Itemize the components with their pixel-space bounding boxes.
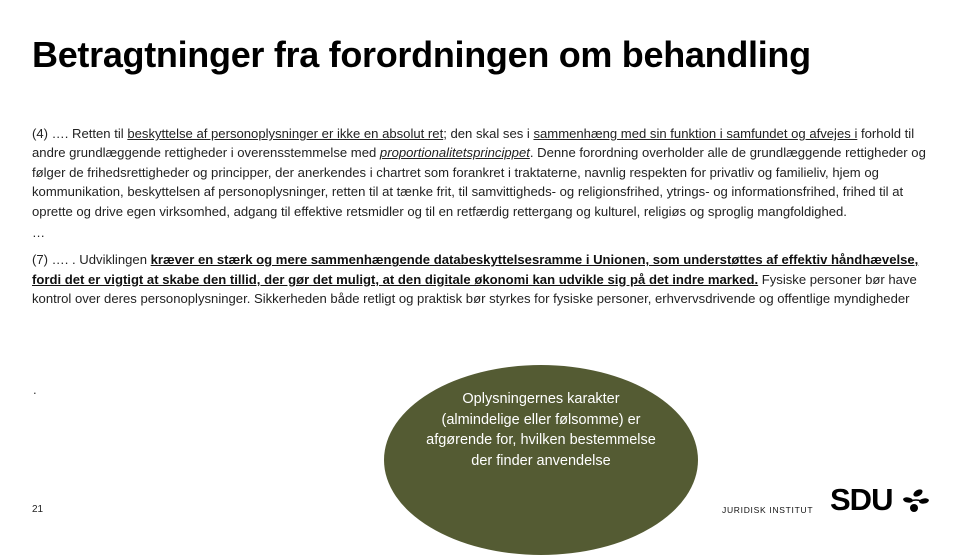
recital-4-underline-1: beskyttelse af personoplysninger er ikke en absolut ret <box>127 126 444 141</box>
footer-institute: JURIDISK INSTITUT <box>722 505 814 515</box>
sdu-leaf-icon <box>902 487 930 515</box>
slide-title: Betragtninger fra forordningen om behandling <box>32 34 811 75</box>
recital-7-text-1: (7) …. . Udviklingen <box>32 252 151 268</box>
recital-4-text-2: ; den skal ses i <box>443 126 534 141</box>
page-number: 21 <box>32 504 44 515</box>
recital-7-text-2: Fysiske personer bør have kontrol over deres personoplysninger. Sikkerheden både retligt og praktisk bør styrkes for fysiske personer, erhvervsdrivende og offentlige myndigheder <box>32 271 917 307</box>
slide-body <box>32 124 932 309</box>
callout-text: Oplysningernes karakter (almindelige eller følsomme) er afgørende for, hvilken bestemmelse der finder anvendelse <box>426 391 656 469</box>
recital-4-text-4: . Denne forordning overholder alle de grundlæggende rettigheder og følger de frihedsrettigheder og principper, der anerkendes i chartret som forankret i traktaterne, navnlig respekten for privatliv og familieliv, hjem og kommunikation, beskyttelsen af personoplysninger, retten til at tænke frit, til samvittigheds- og religionsfrihed, ytrings- og informationsfrihed, frihed til at oprette og drive egen virksomhed, adgang til effektive retsmidler og til en retfærdig rettergang og kulturel, religiøs og sproglig mangfoldighed. <box>32 145 926 219</box>
stray-dot: . <box>33 382 37 397</box>
ellipsis: … <box>32 225 46 241</box>
recital-4-text-3: forhold til andre grundlæggende rettigheder i overensstemmelse med <box>32 126 915 161</box>
recital-4-underline-2: sammenhæng med sin funktion i samfundet og afvejes i <box>533 126 858 141</box>
callout-ellipse <box>384 365 698 555</box>
sdu-logo <box>830 482 930 517</box>
recital-7-emphasis: kræver en stærk og mere sammenhængende databeskyttelsesramme i Unionen, som understøttes af effektiv håndhævelse, fordi det er vigtigt at skabe den tillid, der gør det muligt, at den digitale økonomi kan udvikle sig på det indre marked. <box>32 252 919 287</box>
recital-4 <box>32 124 932 221</box>
logo-text: SDU <box>830 482 893 517</box>
recital-4-text-1: (4) …. Retten til <box>32 126 128 141</box>
recital-4-underline-3: proportionalitetsprincippet <box>379 145 530 161</box>
recital-7 <box>32 250 932 308</box>
